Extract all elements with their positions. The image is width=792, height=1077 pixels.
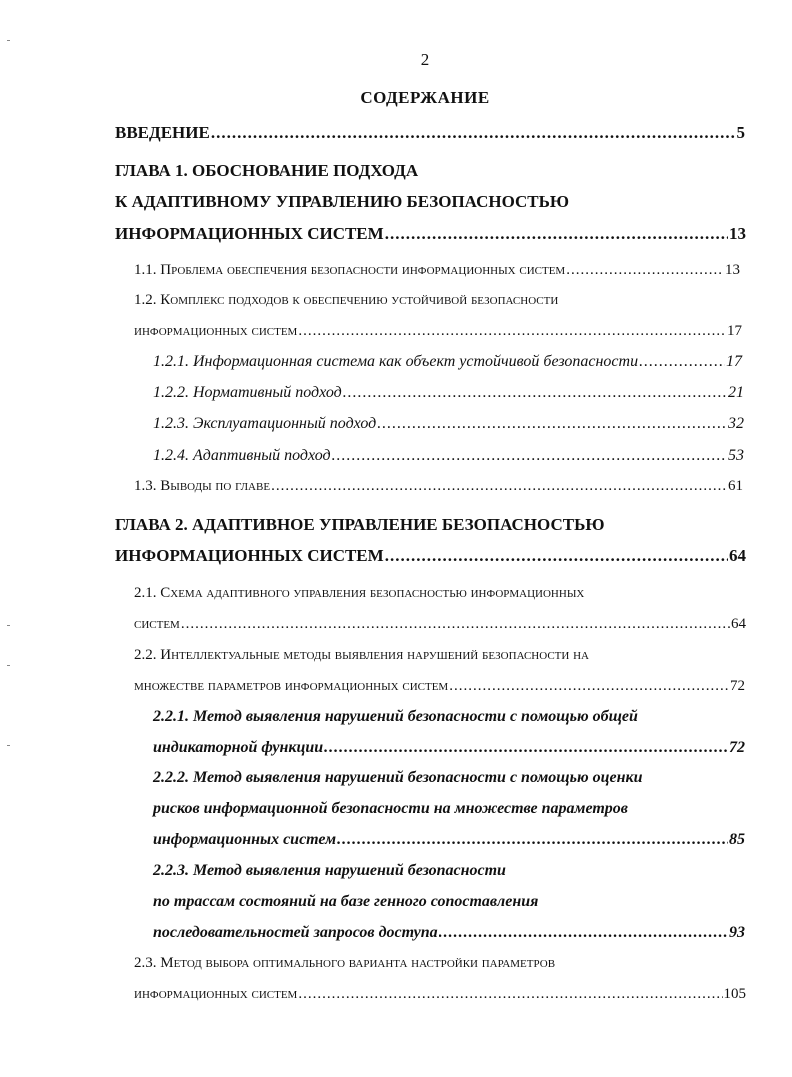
toc-section-1-3[interactable] (134, 478, 743, 502)
entry-page: 53 (728, 447, 744, 464)
entry-text: информационных систем (134, 323, 298, 339)
entry-text: 1.3. Выводы по главе (134, 478, 271, 494)
toc-subsection-2-2-2-line-3[interactable] (153, 831, 745, 855)
entry-text: 2.1. Схема адаптивного управления безопасностью информационных (134, 585, 585, 601)
leader-dots (332, 447, 727, 465)
toc-section-2-1-line-1[interactable] (134, 585, 584, 609)
leader-dots (343, 384, 727, 402)
toc-subsection-2-2-1-line-2[interactable] (153, 739, 745, 763)
scan-speck (7, 665, 10, 666)
leader-dots (298, 986, 722, 1003)
entry-text: информационных систем (153, 831, 337, 848)
entry-text: ГЛАВА 2. АДАПТИВНОЕ УПРАВЛЕНИЕ БЕЗОПАСНОСТЬЮ (115, 515, 605, 534)
leader-dots (566, 262, 724, 279)
toc-chapter-1-line-3[interactable] (115, 224, 746, 248)
entry-page: 105 (723, 986, 746, 1002)
entry-page: 72 (729, 739, 745, 756)
leader-dots (385, 224, 728, 244)
entry-text: ИНФОРМАЦИОННЫХ СИСТЕМ (115, 546, 384, 565)
entry-text: 1.2.3. Эксплуатационный подход (153, 415, 377, 432)
leader-dots (385, 546, 728, 566)
entry-text: последовательностей запросов доступа (153, 924, 438, 941)
entry-text: рисков информационной безопасности на множестве параметров (153, 800, 628, 817)
entry-text: информационных систем (134, 986, 298, 1002)
entry-page: 93 (729, 924, 745, 941)
leader-dots (639, 353, 725, 371)
scan-speck (7, 625, 10, 626)
entry-text: ГЛАВА 1. ОБОСНОВАНИЕ ПОДХОДА (115, 161, 419, 180)
toc-chapter-1-line-2[interactable] (115, 192, 569, 216)
toc-section-1-2-line-2[interactable] (134, 323, 742, 347)
toc-chapter-2-line-1[interactable] (115, 515, 604, 539)
entry-text: множестве параметров информационных систем (134, 678, 449, 694)
entry-text: 2.2.3. Метод выявления нарушений безопасности (153, 862, 506, 879)
leader-dots (271, 478, 727, 495)
toc-subsection-1-2-4[interactable] (153, 447, 744, 471)
toc-section-2-2-line-1[interactable] (134, 647, 589, 671)
entry-page: 21 (728, 384, 744, 401)
scan-speck (7, 40, 10, 41)
entry-page: 72 (730, 678, 745, 694)
toc-subsection-1-2-3[interactable] (153, 415, 744, 439)
entry-text: 1.1. Проблема обеспечения безопасности информационных систем (134, 262, 566, 278)
entry-text: 2.2. Интеллектуальные методы выявления нарушений безопасности на (134, 647, 589, 663)
toc-subsection-1-2-1[interactable] (153, 353, 742, 377)
entry-text: 2.2.2. Метод выявления нарушений безопасности с помощью оценки (153, 769, 643, 786)
leader-dots (298, 323, 726, 340)
entry-text: систем (134, 616, 180, 632)
toc-subsection-2-2-3-line-1[interactable] (153, 862, 506, 886)
entry-text: 1.2.4. Адаптивный подход (153, 447, 331, 464)
entry-page: 13 (729, 224, 746, 243)
entry-text: по трассам состояний на базе генного сопоставления (153, 893, 539, 910)
entry-text: ИНФОРМАЦИОННЫХ СИСТЕМ (115, 224, 384, 243)
toc-section-2-3-line-1[interactable] (134, 955, 555, 979)
toc-entry-introduction[interactable] (115, 123, 745, 147)
toc-subsection-2-2-3-line-2[interactable] (153, 893, 538, 917)
toc-subsection-2-2-2-line-2[interactable] (153, 800, 628, 824)
toc-section-1-2-line-1[interactable] (134, 292, 558, 316)
entry-page: 13 (725, 262, 740, 278)
entry-page: 85 (729, 831, 745, 848)
toc-chapter-1-line-1[interactable] (115, 161, 418, 185)
toc-subsection-2-2-1-line-1[interactable] (153, 708, 638, 732)
entry-text: 1.2.2. Нормативный подход (153, 384, 342, 401)
leader-dots (337, 831, 728, 849)
toc-title: СОДЕРЖАНИЕ (360, 88, 490, 107)
entry-page: 32 (728, 415, 744, 432)
entry-text: К АДАПТИВНОМУ УПРАВЛЕНИЮ БЕЗОПАСНОСТЬЮ (115, 192, 570, 211)
toc-section-2-1-line-2[interactable] (134, 616, 746, 640)
entry-text: 2.2.1. Метод выявления нарушений безопасности с помощью общей (153, 708, 638, 725)
entry-page: 17 (727, 323, 742, 339)
toc-subsection-2-2-2-line-1[interactable] (153, 769, 643, 793)
leader-dots (181, 616, 730, 633)
leader-dots (449, 678, 729, 695)
leader-dots (324, 739, 728, 757)
entry-text: 2.3. Метод выбора оптимального варианта настройки параметров (134, 955, 556, 971)
entry-text: 1.2. Комплекс подходов к обеспечению устойчивой безопасности (134, 292, 559, 308)
scan-speck (7, 745, 10, 746)
entry-text: ВВЕДЕНИЕ (115, 123, 210, 142)
page-number: 2 (420, 50, 430, 69)
toc-subsection-1-2-2[interactable] (153, 384, 744, 408)
entry-page: 5 (736, 123, 745, 142)
leader-dots (211, 123, 736, 143)
entry-text: индикаторной функции (153, 739, 324, 756)
entry-page: 64 (731, 616, 746, 632)
leader-dots (439, 924, 728, 942)
toc-section-1-1[interactable] (134, 262, 740, 286)
leader-dots (377, 415, 727, 433)
entry-page: 61 (728, 478, 743, 494)
toc-chapter-2-line-2[interactable] (115, 546, 746, 570)
toc-subsection-2-2-3-line-3[interactable] (153, 924, 745, 948)
toc-section-2-2-line-2[interactable] (134, 678, 745, 702)
entry-page: 17 (726, 353, 742, 370)
entry-page: 64 (729, 546, 746, 565)
entry-text: 1.2.1. Информационная система как объект устойчивой безопасности (153, 353, 639, 370)
toc-section-2-3-line-2[interactable] (134, 986, 746, 1010)
